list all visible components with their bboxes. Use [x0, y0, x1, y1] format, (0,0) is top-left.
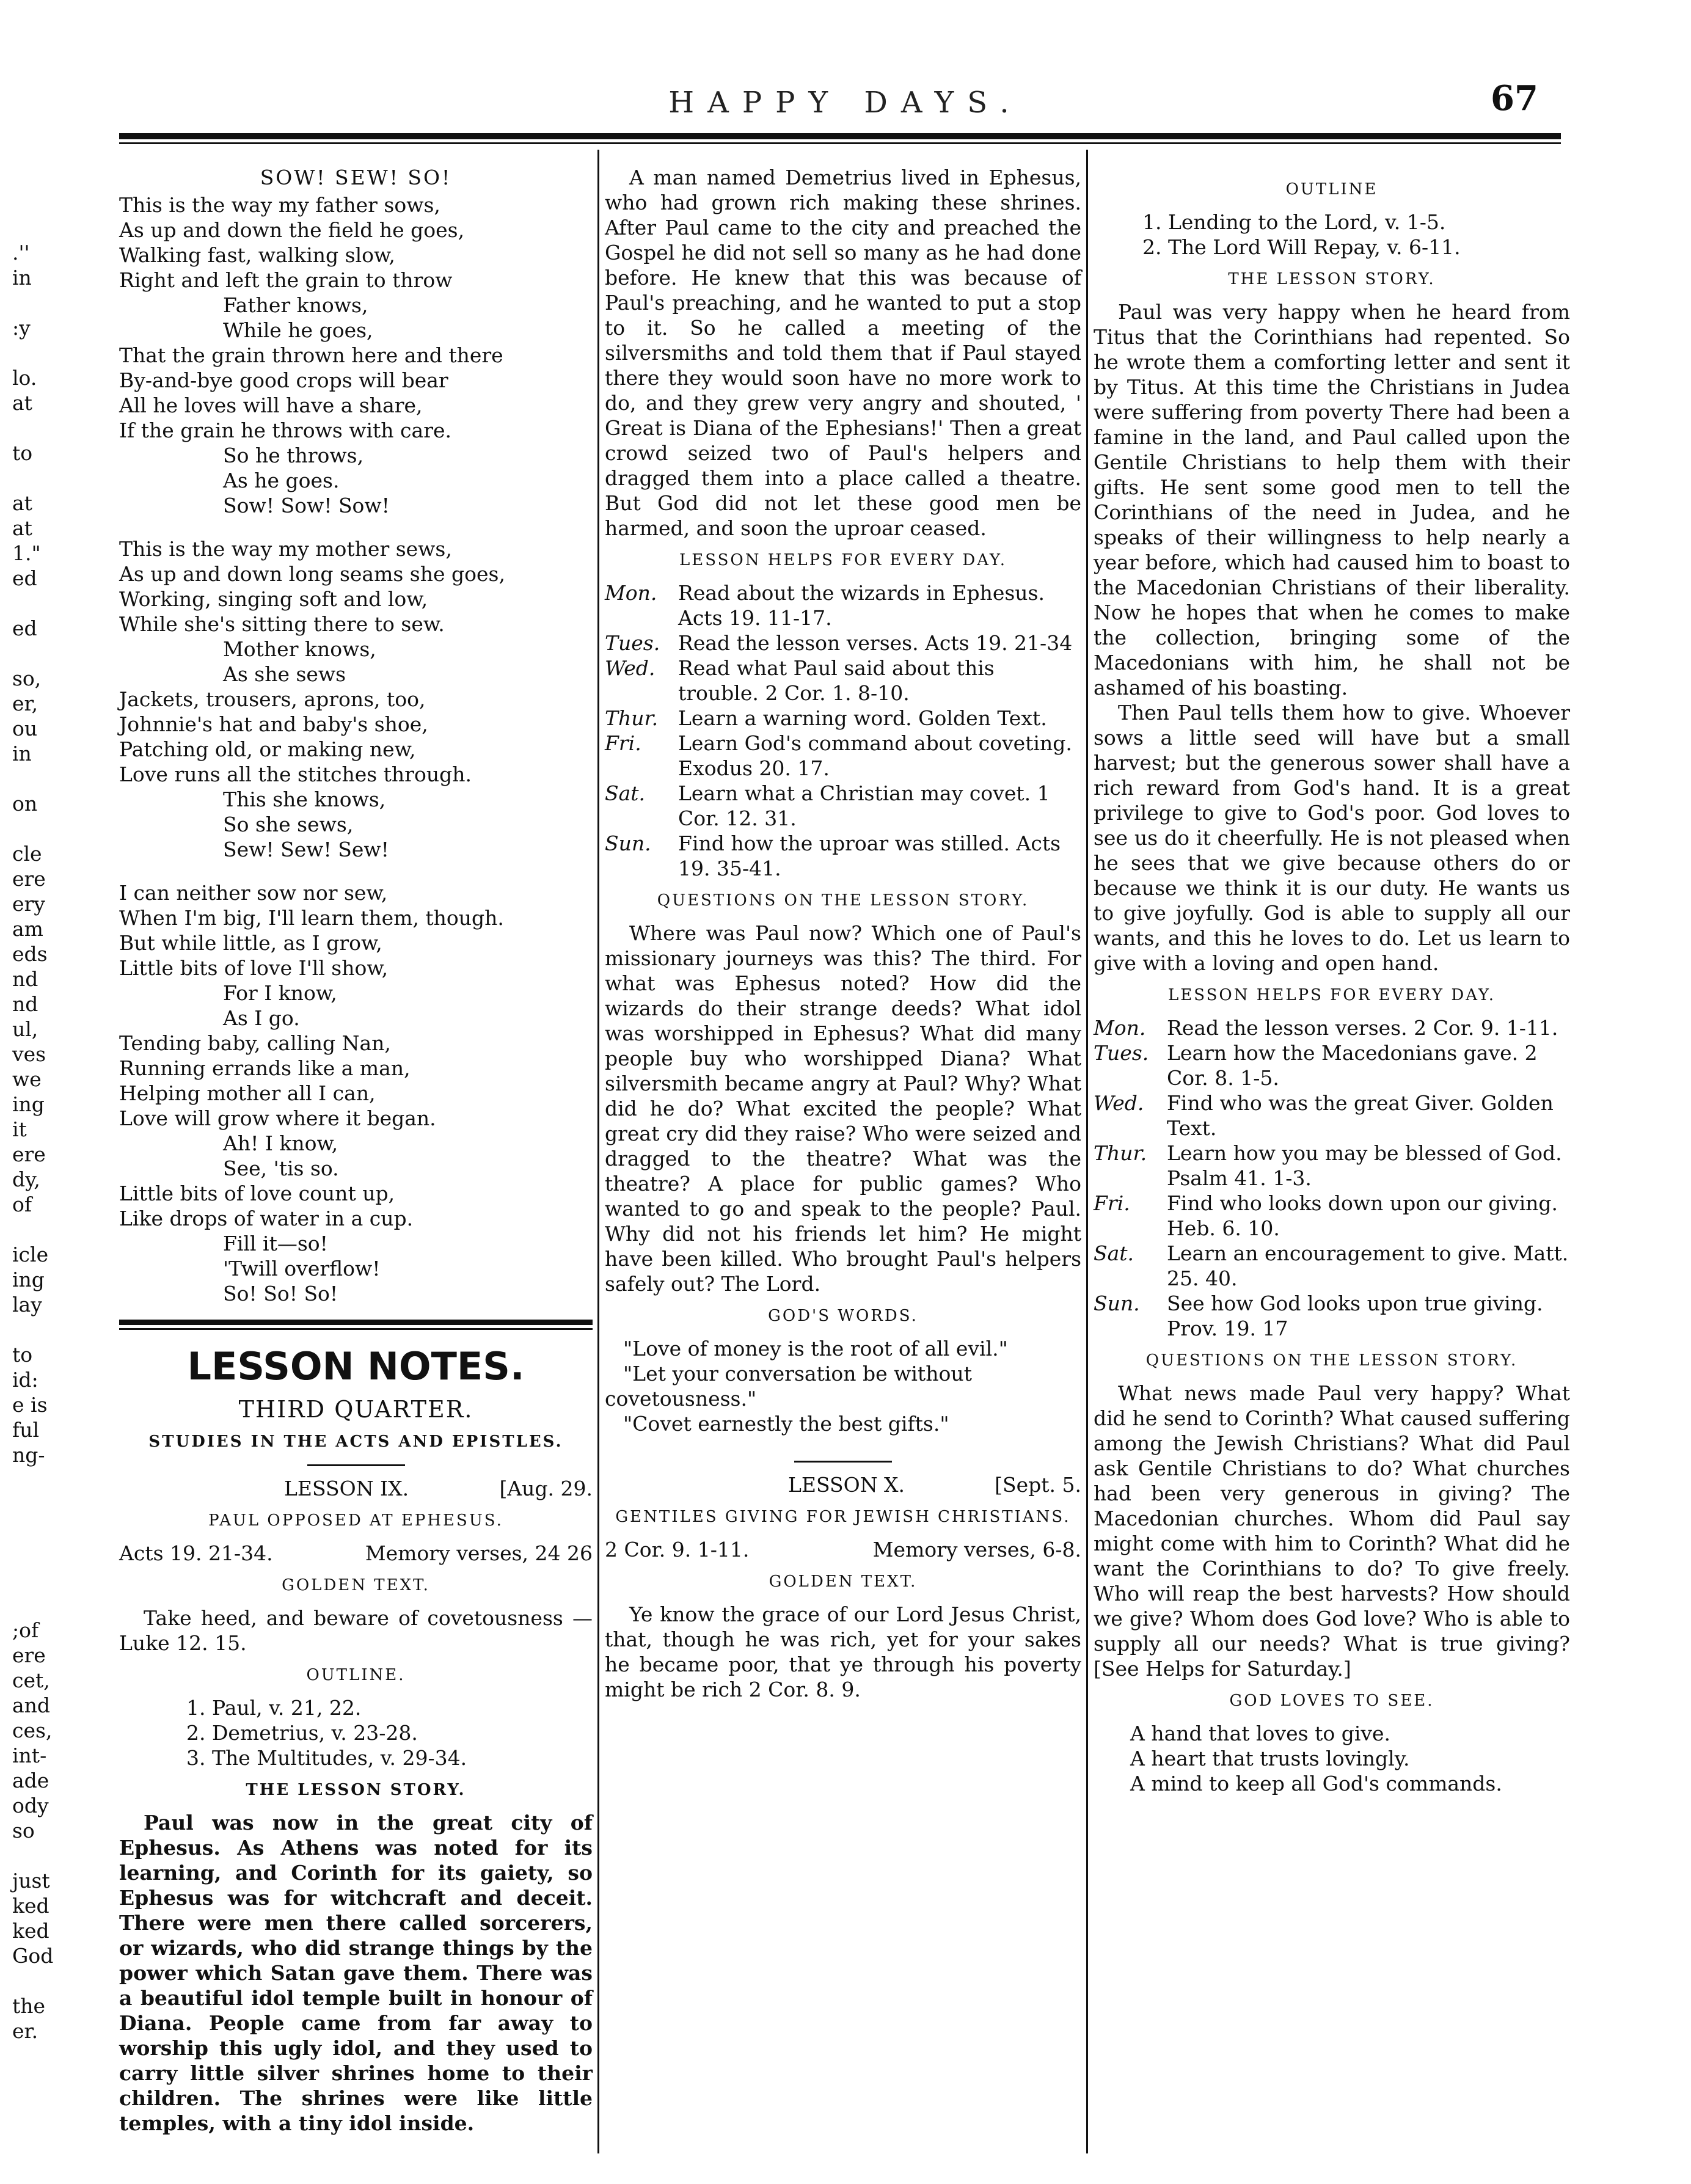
poem-line: Love runs all the stitches through. — [119, 762, 472, 786]
poem-line: While he goes, — [223, 318, 373, 342]
help-item — [1094, 1141, 1570, 1191]
margin-fragment: cle — [12, 842, 42, 866]
poem-line: Working, singing soft and low, — [119, 587, 428, 611]
help-item — [605, 731, 1081, 781]
poem-line: This she knows, — [223, 787, 386, 811]
lesson10-ref: 2 Cor. 9. 1-11. — [605, 1538, 750, 1561]
poem-line: This is the way my father sows, — [119, 193, 440, 217]
page-header-title: HAPPY DAYS. — [668, 86, 1023, 120]
poem-line: This is the way my mother sews, — [119, 537, 452, 561]
studies-heading: STUDIES IN THE ACTS AND EPISTLES. — [148, 1433, 563, 1451]
stanza-gap — [119, 518, 593, 536]
poem-line: So she sews, — [223, 813, 354, 836]
poem-line: Helping mother all I can, — [119, 1081, 376, 1105]
margin-fragment — [12, 1843, 110, 1868]
help-text: Find who looks down upon our giving. Heb. 6. 10. — [1167, 1191, 1558, 1240]
gods-word: "Let your conversation be without covetousness." — [605, 1362, 972, 1411]
column-1 — [119, 165, 593, 2136]
lesson10-questions-head: QUESTIONS ON THE LESSON STORY. — [1145, 1351, 1518, 1370]
lesson9-label: LESSON IX. — [284, 1477, 409, 1500]
lesson10-ref-row — [605, 1537, 1081, 1562]
help-day: Mon. — [605, 581, 657, 605]
lesson10-outline-head: OUTLINE — [1285, 180, 1378, 199]
margin-fragment: dy, — [12, 1167, 40, 1191]
help-text: Learn what a Christian may covet. 1 Cor. 12. 31. — [678, 781, 1050, 830]
poem-line: If the grain he throws with care. — [119, 418, 452, 442]
poem-title: SOW! SEW! SO! — [260, 166, 452, 189]
help-text: Learn how you may be blessed of God. Psalm 41. 1-3. — [1167, 1141, 1562, 1190]
margin-fragment: .'' — [12, 241, 30, 265]
lesson10-story-head: THE LESSON STORY. — [1228, 270, 1436, 288]
lesson10-helps-head: LESSON HELPS FOR EVERY DAY. — [1167, 986, 1496, 1004]
poem-line: Johnnie's hat and baby's shoe, — [119, 712, 428, 736]
margin-fragment — [12, 1593, 110, 1618]
margin-fragment — [12, 1317, 110, 1342]
help-day: Sun. — [1094, 1291, 1140, 1315]
margin-fragment: God — [12, 1944, 54, 1968]
help-day: Sat. — [1094, 1241, 1134, 1265]
outline-item: 3. The Multitudes, v. 29-34. — [186, 1746, 467, 1770]
lesson9-date: [Aug. 29. — [499, 1477, 593, 1500]
section-rule — [119, 1320, 593, 1330]
poem-body — [119, 192, 593, 1306]
column-divider-2 — [1086, 150, 1088, 2153]
margin-fragment: ces, — [12, 1718, 53, 1742]
poem-line: Like drops of water in a cup. — [119, 1207, 414, 1230]
help-item — [1094, 1241, 1570, 1291]
poem-line: As she sews — [223, 662, 346, 686]
margin-fragment: eds — [12, 942, 48, 966]
margin-fragment — [12, 816, 110, 841]
poem-line: As up and down the field he goes, — [119, 218, 465, 242]
lesson10-label-row — [605, 1472, 1081, 1497]
lesson9-helps-list — [605, 580, 1081, 881]
help-day: Sat. — [605, 781, 646, 805]
margin-fragment — [12, 1568, 110, 1593]
margin-fragment: ked — [12, 1919, 49, 1943]
margin-fragment: ed — [12, 616, 37, 640]
margin-fragment: ed — [12, 566, 37, 590]
margin-fragment — [12, 641, 110, 666]
help-item — [1094, 1040, 1570, 1090]
poem-line: So he throws, — [223, 444, 364, 467]
poem-line: Jackets, trousers, aprons, too, — [119, 687, 426, 711]
poem-line: Sew! Sew! Sew! — [223, 838, 389, 861]
margin-fragment: at — [12, 491, 32, 515]
lesson9-story-head: THE LESSON STORY. — [246, 1781, 466, 1799]
margin-fragment: cet, — [12, 1668, 50, 1692]
poem-line: Ah! I know, — [223, 1131, 338, 1155]
margin-fragment — [12, 190, 110, 215]
help-item — [1094, 1291, 1570, 1341]
gods-word: "Covet earnestly the best gifts." — [623, 1412, 949, 1436]
help-text: Read about the wizards in Ephesus. Acts 19. 11-17. — [678, 581, 1045, 630]
poem-line: When I'm big, I'll learn them, though. — [119, 906, 504, 930]
margin-fragment: nd — [12, 992, 38, 1016]
margin-fragment — [12, 1968, 110, 1993]
margin-fragment: nd — [12, 967, 38, 991]
god-loves-line: A heart that trusts lovingly. — [1130, 1747, 1410, 1770]
poem-line: Patching old, or making new, — [119, 737, 416, 761]
poem-line: Walking fast, walking slow, — [119, 243, 395, 267]
lesson9-label-row — [119, 1476, 593, 1501]
poem-line: Sow! Sow! Sow! — [223, 494, 390, 517]
poem-line: By-and-bye good crops will bear — [119, 368, 448, 392]
poem-line: Tending baby, calling Nan, — [119, 1031, 391, 1055]
help-day: Tues. — [1094, 1041, 1149, 1065]
help-text: Read the lesson verses. 2 Cor. 9. 1-11. — [1167, 1016, 1558, 1040]
margin-fragment: ing — [12, 1092, 45, 1116]
margin-fragment: ody — [12, 1794, 49, 1817]
margin-fragment — [12, 766, 110, 791]
lesson9-memory: Memory verses, 24 26 — [365, 1541, 593, 1565]
poem-line: Little bits of love count up, — [119, 1181, 395, 1205]
margin-fragment: ;of — [12, 1618, 39, 1642]
poem-line: As I go. — [223, 1006, 300, 1030]
margin-fragment: in — [12, 742, 32, 765]
left-margin-fragments — [12, 165, 110, 2043]
poem-line: Running errands like a man, — [119, 1056, 411, 1080]
margin-fragment — [12, 165, 110, 190]
help-text: Read the lesson verses. Acts 19. 21-34 — [678, 631, 1073, 655]
lesson10-story-para-2: Then Paul tells them how to give. Whoever sows a little seed will have but a small harvest; but the generous sower shall have a rich reward from God's hand. It is a great privilege to give to God's poor. God loves to see us do it cheerfully. He is not pleased when he sees that we give because others do or because we think it is our duty. He wants us to give joyfully. God is able to supply all our wants, and this he loves to do. Let us learn to give with a loving and open hand. — [1094, 701, 1570, 975]
help-text: Learn God's command about coveting. Exodus 20. 17. — [678, 731, 1072, 780]
margin-fragment: to — [12, 1343, 33, 1367]
lesson9-golden-text: Take heed, and beware of covetousness —Luke 12. 15. — [119, 1606, 593, 1655]
margin-fragment: at — [12, 391, 32, 415]
lesson10-golden-text: Ye know the grace of our Lord Jesus Christ, that, though he was rich, yet for your sakes he became poor, that ye through his poverty might be rich 2 Cor. 8. 9. — [605, 1602, 1081, 1701]
outline-item: 1. Paul, v. 21, 22. — [186, 1696, 362, 1720]
poem-line: Love will grow where it began. — [119, 1106, 436, 1130]
help-text: Read what Paul said about this trouble. 2 Cor. 1. 8-10. — [678, 656, 995, 705]
help-item — [605, 630, 1081, 656]
margin-fragment — [12, 1543, 110, 1568]
margin-fragment: icle — [12, 1243, 49, 1266]
margin-fragment: ves — [12, 1042, 46, 1066]
help-day: Mon. — [1094, 1016, 1146, 1040]
gods-word: "Love of money is the root of all evil." — [623, 1337, 1008, 1360]
help-text: Learn an encouragement to give. Matt. 25. 40. — [1167, 1241, 1569, 1290]
margin-fragment: of — [12, 1192, 32, 1216]
poem-line: For I know, — [223, 981, 337, 1005]
margin-fragment: ul, — [12, 1017, 38, 1041]
margin-fragment: er. — [12, 2019, 38, 2043]
margin-fragment: ere — [12, 1643, 46, 1667]
margin-fragment — [12, 466, 110, 491]
god-loves-head: GOD LOVES TO SEE. — [1229, 1692, 1434, 1710]
margin-fragment — [12, 1467, 110, 1492]
help-day: Fri. — [605, 731, 641, 755]
help-item — [1094, 1191, 1570, 1241]
margin-fragment: and — [12, 1693, 51, 1717]
poem-line: I can neither sow nor sew, — [119, 881, 388, 905]
header-rule — [119, 133, 1561, 139]
margin-fragment: ade — [12, 1769, 49, 1792]
poem-line: 'Twill overflow! — [223, 1257, 381, 1280]
poem-line: Fill it—so! — [223, 1232, 328, 1255]
poem-line: That the grain thrown here and there — [119, 343, 503, 367]
lesson10-title: GENTILES GIVING FOR JEWISH CHRISTIANS. — [615, 1508, 1071, 1526]
god-loves-line: A hand that loves to give. — [1130, 1722, 1391, 1745]
lesson9-ref-row — [119, 1541, 593, 1566]
margin-fragment: lo. — [12, 366, 37, 390]
margin-fragment — [12, 290, 110, 315]
lesson10-label: LESSON X. — [788, 1473, 905, 1497]
margin-fragment: am — [12, 917, 43, 941]
outline-item: 2. The Lord Will Repay, v. 6-11. — [1142, 235, 1461, 259]
help-day: Sun. — [605, 831, 651, 855]
margin-fragment: the — [12, 1994, 46, 2018]
margin-fragment: er, — [12, 692, 38, 715]
lesson10-helps-list — [1094, 1015, 1570, 1341]
margin-fragment: ere — [12, 1142, 46, 1166]
margin-fragment: ful — [12, 1418, 40, 1442]
page-number: 67 — [1491, 78, 1538, 119]
column-3 — [1094, 165, 1570, 1796]
help-day: Wed. — [1094, 1091, 1144, 1115]
lesson9-helps-head: LESSON HELPS FOR EVERY DAY. — [679, 551, 1007, 569]
margin-fragment: ere — [12, 867, 46, 891]
margin-fragment: just — [12, 1869, 50, 1893]
margin-fragment: e is — [12, 1393, 48, 1417]
help-text: Find how the uproar was stilled. Acts 19. 35-41. — [678, 831, 1061, 880]
help-text: Learn how the Macedonians gave. 2 Cor. 8. 1-5. — [1167, 1041, 1538, 1090]
help-day: Wed. — [605, 656, 656, 680]
margin-fragment — [12, 1217, 110, 1242]
lesson9-title: PAUL OPPOSED AT EPHESUS. — [208, 1511, 503, 1530]
lesson-notes-heading: LESSON NOTES. — [187, 1344, 525, 1389]
margin-fragment: int- — [12, 1744, 47, 1767]
help-day: Thur. — [1094, 1141, 1147, 1165]
lesson9-questions: Where was Paul now? Which one of Paul's missionary journeys was this? The third. For what was Ephesus noted? How did the wizards do their strange deeds? What idol was worshipped in Ephesus? What did many people buy who worshipped Diana? What silversmith became angry at Paul? Why? What did he do? What excited the people? What great cry did they raise? Who were seized and dragged to the theatre? What was the theatre? A place for public games? Who wanted to go and speak to the people? Paul. Why did not his friends let him? He might have been killed. Who brought Paul's helpers safely out? The Lord. — [605, 921, 1081, 1296]
help-text: See how God looks upon true giving. Prov. 19. 17 — [1167, 1291, 1543, 1340]
poem-line: Right and left the grain to throw — [119, 268, 453, 292]
margin-fragment — [12, 340, 110, 365]
poem-line: Little bits of love I'll show, — [119, 956, 389, 980]
lesson10-story-para-1: Paul was very happy when he heard from Titus that the Corinthians had repented. So he wrote them a comforting letter and sent it by Titus. At this time the Christians in Judea were suffering from poverty There had been a famine in the land, and Paul called upon the Gentile Christians to help them with their gifts. He sent some good men to tell the Corinthians of the need in Judea, and he speaks of their willingness to help nearly a year before, which had caused him to boast to the Macedonian Christians of their liberality. Now he hopes that when he comes to make the collection, bringing some of the Macedonians with him, he shall not be ashamed of his boasting. — [1094, 300, 1570, 699]
margin-fragment: :y — [12, 316, 31, 340]
help-item — [1094, 1090, 1570, 1141]
help-item — [605, 656, 1081, 706]
margin-fragment: to — [12, 441, 33, 465]
margin-fragment: so, — [12, 667, 42, 690]
header-rule-thin — [119, 142, 1561, 144]
margin-fragment: in — [12, 266, 32, 290]
lesson10-date: [Sept. 5. — [995, 1473, 1081, 1497]
margin-fragment: ing — [12, 1268, 45, 1291]
margin-fragment — [12, 1492, 110, 1517]
outline-item: 1. Lending to the Lord, v. 1-5. — [1142, 210, 1446, 234]
lesson9-golden-head: GOLDEN TEXT. — [282, 1576, 430, 1594]
margin-fragment: id: — [12, 1368, 38, 1392]
poem-line: But while little, as I grow, — [119, 931, 382, 955]
help-text: Learn a warning word. Golden Text. — [678, 706, 1047, 730]
margin-fragment: it — [12, 1117, 27, 1141]
help-day: Thur. — [605, 706, 659, 730]
lesson10-memory: Memory verses, 6-8. — [872, 1538, 1081, 1561]
help-item — [605, 580, 1081, 630]
short-rule — [307, 1464, 405, 1466]
margin-fragment: lay — [12, 1293, 42, 1317]
lesson9-story-para-2: A man named Demetrius lived in Ephesus, who had grown rich making these shrines. After Paul came to the city and preached the Gospel he did not sell so many as he had done before. He knew that this was because of Paul's preaching, and he wanted to put a stop to it. So he called a meeting of the silversmiths and told them that if Paul stayed there they would soon have no more work to do, and they grew very angry and shouted, ' Great is Diana of the Ephesians!' Then a great crowd seized two of Paul's helpers and dragged them into a place called a theatre. But God did not let these good men be harmed, and soon the uproar ceased. — [605, 166, 1081, 540]
lesson9-ref: Acts 19. 21-34. — [119, 1541, 273, 1565]
poem-line: Father knows, — [223, 293, 368, 317]
help-day: Fri. — [1094, 1191, 1130, 1215]
margin-fragment — [12, 215, 110, 240]
margin-fragment: ery — [12, 892, 45, 916]
poem-line: All he loves will have a share, — [119, 393, 423, 417]
help-item — [605, 831, 1081, 881]
help-text: Find who was the great Giver. Golden Text. — [1167, 1091, 1554, 1140]
poem-line: So! So! So! — [223, 1282, 338, 1306]
help-day: Tues. — [605, 631, 660, 655]
poem-line: While she's sitting there to sew. — [119, 612, 445, 636]
margin-fragment — [12, 591, 110, 616]
poem-line: Mother knows, — [223, 637, 376, 661]
margin-fragment: on — [12, 792, 38, 816]
stanza-gap — [119, 862, 593, 880]
gods-words-head: GOD'S WORDS. — [768, 1307, 918, 1325]
margin-fragment: 1." — [12, 541, 41, 565]
help-item — [605, 706, 1081, 731]
margin-fragment: ou — [12, 717, 38, 740]
column-2 — [605, 165, 1081, 1702]
margin-fragment — [12, 1517, 110, 1543]
god-loves-line: A mind to keep all God's commands. — [1130, 1772, 1502, 1795]
poem-line: As up and down long seams she goes, — [119, 562, 505, 586]
outline-item: 2. Demetrius, v. 23-28. — [186, 1721, 418, 1745]
margin-fragment: we — [12, 1067, 42, 1091]
margin-fragment: at — [12, 516, 32, 540]
column-divider-1 — [597, 150, 599, 2153]
lesson9-questions-head: QUESTIONS ON THE LESSON STORY. — [657, 891, 1029, 910]
quarter-heading: THIRD QUARTER. — [238, 1396, 473, 1423]
poem-line: As he goes. — [223, 469, 340, 492]
help-item — [605, 781, 1081, 831]
lesson9-outline-head: OUTLINE. — [306, 1666, 406, 1684]
lesson10-questions: What news made Paul very happy? What did he send to Corinth? What caused suffering among the Jewish Christians? What did Paul ask Gentile Christians to do? What churches had been very generous in giving? The Macedonian churches. Whom did Paul say might come with him to Corinth? What did he want the Corinthians to do? To give freely. Who will reap the best harvests? How should we give? Whom does God love? Who is able to supply all our needs? What is true giving? [See Helps for Saturday.] — [1094, 1381, 1570, 1681]
margin-fragment — [12, 415, 110, 440]
short-rule — [794, 1461, 892, 1463]
margin-fragment: ked — [12, 1894, 49, 1918]
poem-line: See, 'tis so. — [223, 1156, 339, 1180]
margin-fragment: ng- — [12, 1443, 45, 1467]
lesson10-golden-head: GOLDEN TEXT. — [769, 1572, 918, 1591]
help-item — [1094, 1015, 1570, 1040]
lesson9-story-para-1: Paul was now in the great city of Ephesus. As Athens was noted for its learning, and Corinth for its gaiety, so Ephesus was for witchcraft and deceit. There were men there called sorcerers, or wizards, who did strange things by the power which Satan gave them. There was a beautiful idol temple built in honour of Diana. People came from far away to worship this ugly idol, and they used to carry little silver shrines home to their children. The shrines were like little temples, with a tiny idol inside. — [119, 1811, 593, 2135]
margin-fragment: so — [12, 1819, 35, 1843]
